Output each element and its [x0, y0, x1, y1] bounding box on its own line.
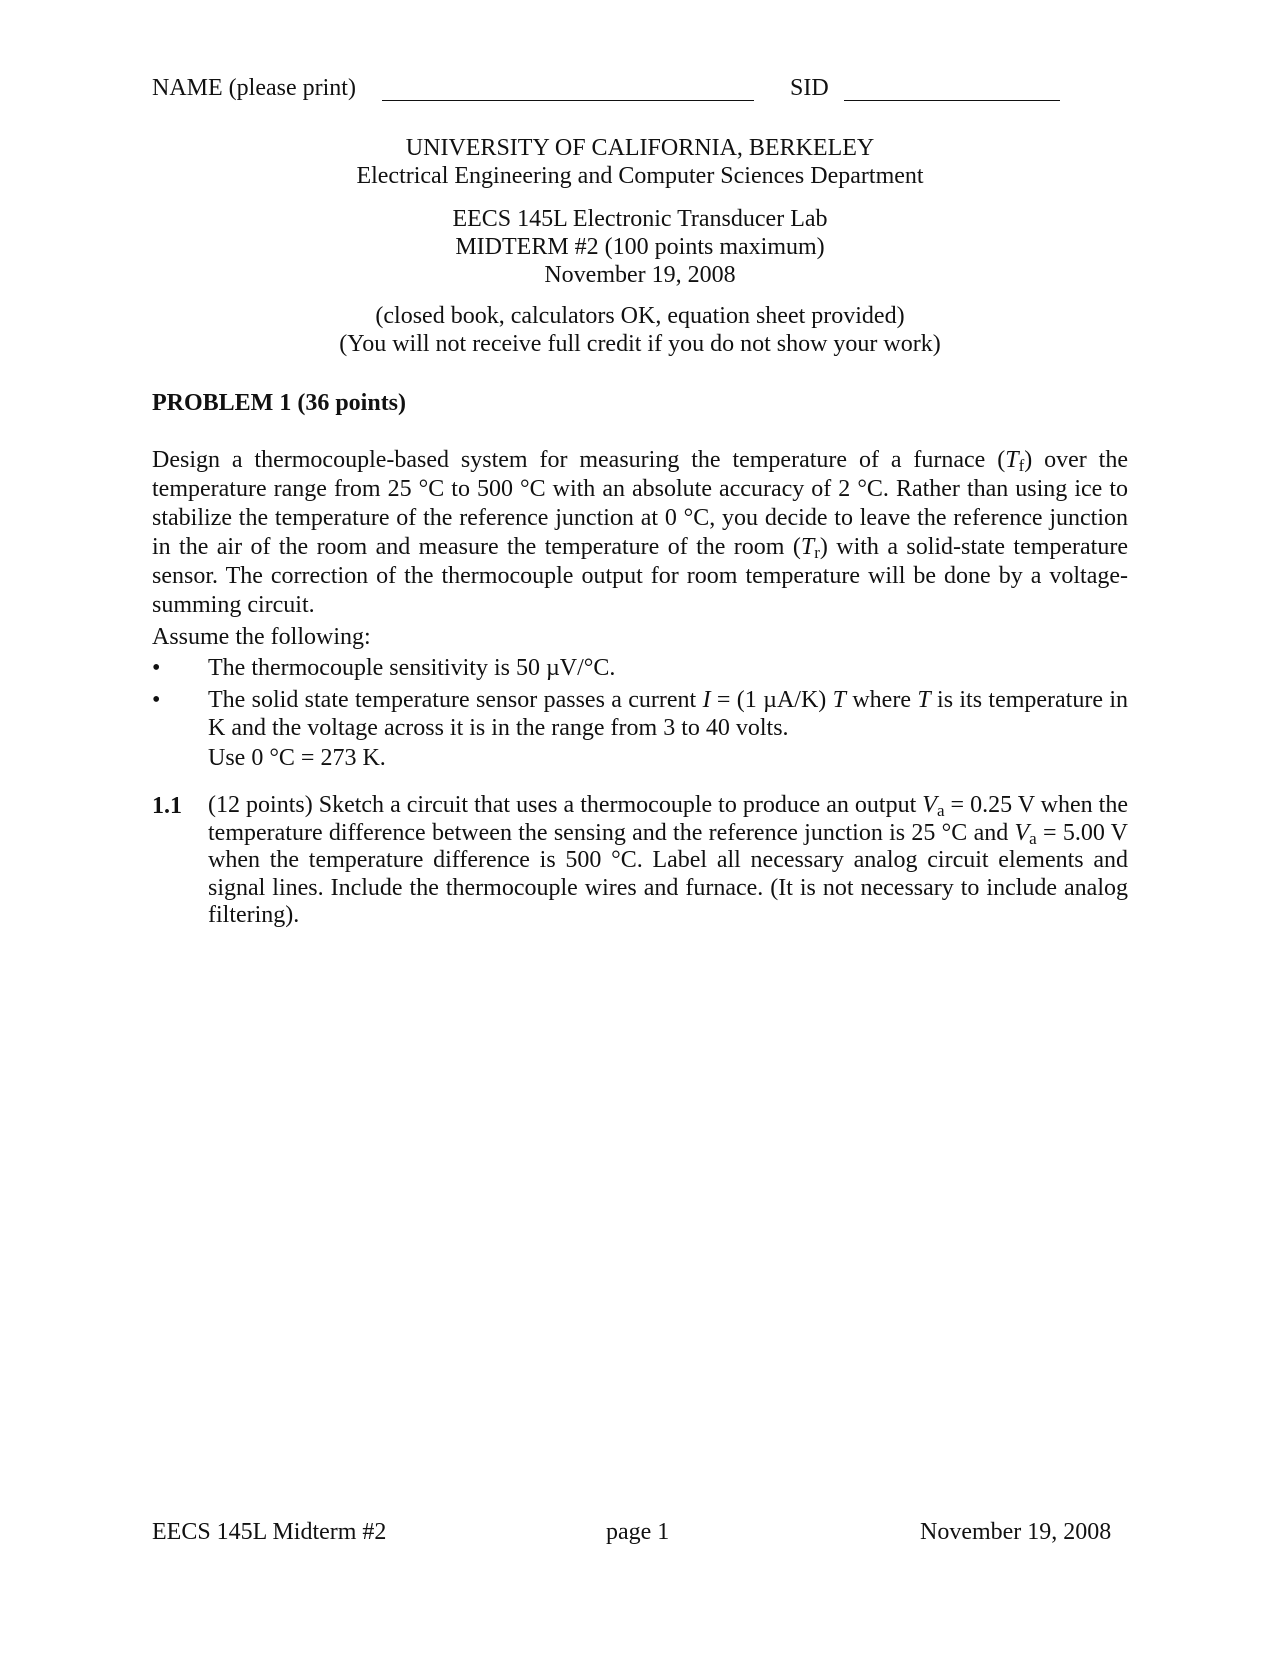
var-v: V: [922, 792, 937, 818]
title-block: [0, 134, 1280, 190]
footer-course: EECS 145L Midterm #2: [152, 1519, 387, 1545]
sub-r: r: [814, 543, 820, 562]
var-t-room: T: [800, 534, 815, 560]
sid-label: SID: [790, 75, 829, 101]
name-label: NAME (please print): [152, 75, 356, 101]
var-v: V: [1014, 819, 1030, 846]
answer-space[interactable]: [152, 940, 1128, 1480]
sid-blank: [844, 100, 1060, 101]
bullet-text: The solid state temperature sensor passes a current I = (1 µA/K) T where T is its temperature in K and the voltage across it is in the range from 3 to 40 volts.: [208, 687, 1129, 741]
exam-rules: (closed book, calculators OK, equation sheet provided): [375, 303, 905, 329]
sub-a: a: [1029, 828, 1037, 848]
question-number: 1.1: [152, 793, 182, 819]
exam-note: (You will not receive full credit if you do not show your work): [339, 331, 941, 357]
sub-f: f: [1018, 456, 1025, 475]
university-title: UNIVERSITY OF CALIFORNIA, BERKELEY: [405, 135, 875, 161]
desc-text-3: ) with a solid-state temperature sensor. The correction of the thermocouple output for room temperature will be done by a voltage-summing circuit.: [152, 534, 1128, 618]
name-blank: [382, 100, 754, 101]
footer-date: November 19, 2008: [920, 1519, 1112, 1545]
bullet-text: The thermocouple sensitivity is 50 µV/°C.: [208, 655, 616, 681]
question-text: (12 points) Sketch a circuit that uses a thermocouple to produce an output $V_a = 0.25$ V when the temperature difference between the sensing and the reference junction is 25 °C and $V_a = 5.00$ V when the temperature difference is 500 °C. Label all necessary analog circuit elements and signal lines. Include the thermocouple wires and furnace. (It is not necessary to include analog filtering).: [208, 792, 1129, 928]
desc-text-1: Design a thermocouple-based system for measuring the temperature of a furnace (: [152, 447, 1006, 473]
exam-date: November 19, 2008: [544, 262, 736, 288]
course-block: [0, 205, 1280, 289]
var-t: T: [917, 687, 931, 713]
rules-block: [0, 302, 1280, 358]
problem-description: [152, 446, 1128, 620]
var-i: I: [702, 687, 711, 713]
department-title: Electrical Engineering and Computer Sciences Department: [356, 163, 924, 189]
desc-text-2: ) over the temperature range from 25 °C to 500 °C with an absolute accuracy of 2 °C. Rather than using ice to stabilize the temperature of the reference junction at 0 °C, you decide to leave the reference junction in the air of the room and measure the temperature of the room (: [152, 447, 1128, 560]
bullet-dot: •: [152, 687, 161, 713]
var-t: T: [1005, 447, 1019, 473]
assume-label: Assume the following:: [152, 624, 371, 650]
course-title: EECS 145L Electronic Transducer Lab: [452, 206, 828, 232]
bullet-dot: •: [152, 655, 161, 681]
problem-heading: PROBLEM 1 (36 points): [152, 390, 407, 416]
exam-title: MIDTERM #2 (100 points maximum): [455, 234, 825, 260]
sub-a: a: [936, 801, 945, 820]
var-t: T: [832, 687, 846, 713]
footer-page-number: page 1: [606, 1519, 670, 1545]
conversion-note: Use 0 °C = 273 K.: [208, 745, 386, 771]
